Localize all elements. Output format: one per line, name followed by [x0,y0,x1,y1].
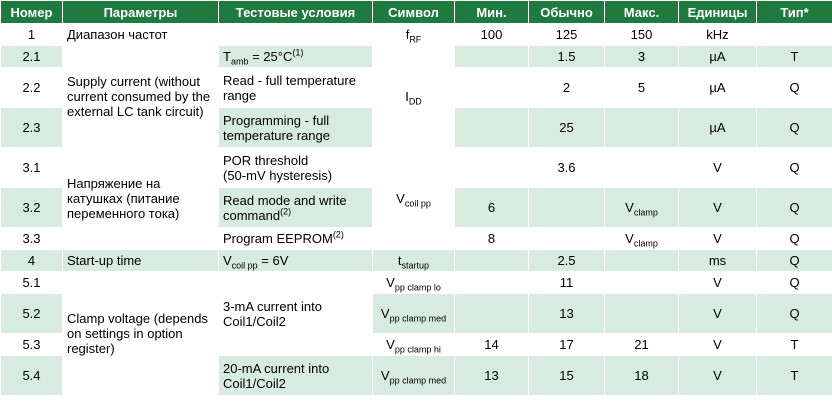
cell-typical: 17 [529,334,605,356]
cell-parameter: Clamp voltage (depends on settings in option register) [63,272,219,396]
cell-symbol: $f_{RF}$ [373,24,455,46]
cell-type [757,24,832,46]
cell-unit: V [679,294,757,334]
cell-number: 5.3 [1,334,63,356]
cell-unit: µA [679,46,757,68]
cell-unit: kHz [679,24,757,46]
table-row [1,46,832,68]
cell-unit: V [679,334,757,356]
cell-symbol: $V_{pp clamp med}$ [373,294,455,334]
header-max: Макс. [605,1,679,24]
cell-min: 14 [455,334,529,356]
cell-typical: 1.5 [529,46,605,68]
cell-type: Q [757,188,832,228]
cell-symbol: $t_{startup}$ [373,250,455,272]
cell-symbol: $V_{pp clamp hi}$ [373,334,455,356]
cell-condition: Program EEPROM$^{(2)}$ [219,228,373,250]
header-min: Мин. [455,1,529,24]
table-row [1,272,832,294]
cell-type: T [757,356,832,396]
cell-number: 4 [1,250,63,272]
cell-condition [219,24,373,46]
cell-symbol: $V_{coil pp}$ [373,148,455,250]
cell-max [605,108,679,148]
cell-condition: Read mode and write command$^{(2)}$ [219,188,373,228]
cell-max: $V_{clamp}$ [605,228,679,250]
cell-unit: V [679,228,757,250]
cell-max [605,294,679,334]
cell-symbol: $I_{DD}$ [373,46,455,148]
cell-type: T [757,334,832,356]
cell-min: 100 [455,24,529,46]
cell-max [605,148,679,188]
cell-symbol: $V_{pp clamp med}$ [373,356,455,396]
cell-type: T [757,46,832,68]
cell-type: Q [757,294,832,334]
cell-min [455,148,529,188]
cell-typical: 3.6 [529,148,605,188]
cell-typical [529,188,605,228]
table-row [1,24,832,46]
cell-parameter: Supply current (without current consumed by the external LC tank circuit) [63,46,219,148]
cell-max: 18 [605,356,679,396]
cell-unit: V [679,272,757,294]
cell-parameter: Напряжение на катушках (питание переменного тока) [63,148,219,250]
cell-number: 1 [1,24,63,46]
cell-symbol: $V_{pp clamp lo}$ [373,272,455,294]
cell-max: 5 [605,68,679,108]
cell-condition: 20-mA current into Coil1/Coil2 [219,356,373,396]
cell-max: 3 [605,46,679,68]
table-row [1,250,832,272]
cell-parameter: Start-up time [63,250,219,272]
cell-type: Q [757,108,832,148]
cell-type: Q [757,68,832,108]
header-test-conditions: Тестовые условия [219,1,373,24]
table-row [1,148,832,188]
cell-unit: ms [679,250,757,272]
cell-max: 150 [605,24,679,46]
cell-type: Q [757,250,832,272]
cell-min: 13 [455,356,529,396]
cell-unit: V [679,148,757,188]
cell-typical: 15 [529,356,605,396]
cell-type: Q [757,272,832,294]
cell-condition: $T_{amb} = 25^\circ C^{(1)}$ [219,46,373,68]
cell-condition: Programming - full temperature range [219,108,373,148]
cell-typical: 11 [529,272,605,294]
header-parameters: Параметры [63,1,219,24]
cell-number: 2.1 [1,46,63,68]
cell-parameter: Диапазон частот [63,24,219,46]
cell-unit: µA [679,68,757,108]
cell-condition: Read - full temperature range [219,68,373,108]
cell-typical: 2.5 [529,250,605,272]
cell-max [605,272,679,294]
cell-min [455,108,529,148]
cell-unit: µA [679,108,757,148]
cell-number: 5.2 [1,294,63,334]
cell-min [455,294,529,334]
cell-unit: V [679,188,757,228]
cell-typical: 25 [529,108,605,148]
cell-max: 21 [605,334,679,356]
header-units: Единицы [679,1,757,24]
cell-typical: 2 [529,68,605,108]
cell-min: 6 [455,188,529,228]
cell-condition: POR threshold (50-mV hysteresis) [219,148,373,188]
cell-number: 5.1 [1,272,63,294]
cell-condition: 3-mA current into Coil1/Coil2 [219,272,373,356]
cell-unit: V [679,356,757,396]
cell-min [455,250,529,272]
cell-condition: $V_{coil pp} = 6V$ [219,250,373,272]
cell-min: 8 [455,228,529,250]
cell-max: $V_{clamp}$ [605,188,679,228]
header-type: Тип* [757,1,832,24]
cell-number: 2.3 [1,108,63,148]
cell-type: Q [757,228,832,250]
cell-typical [529,228,605,250]
cell-typical: 125 [529,24,605,46]
cell-type: Q [757,148,832,188]
header-typical: Обычно [529,1,605,24]
cell-number: 3.2 [1,188,63,228]
header-row [1,1,832,24]
cell-min [455,272,529,294]
cell-number: 5.4 [1,356,63,396]
cell-number: 3.3 [1,228,63,250]
cell-typical: 13 [529,294,605,334]
header-symbol: Символ [373,1,455,24]
cell-number: 2.2 [1,68,63,108]
header-number: Номер [1,1,63,24]
cell-max [605,250,679,272]
cell-min [455,46,529,68]
cell-min [455,68,529,108]
cell-number: 3.1 [1,148,63,188]
